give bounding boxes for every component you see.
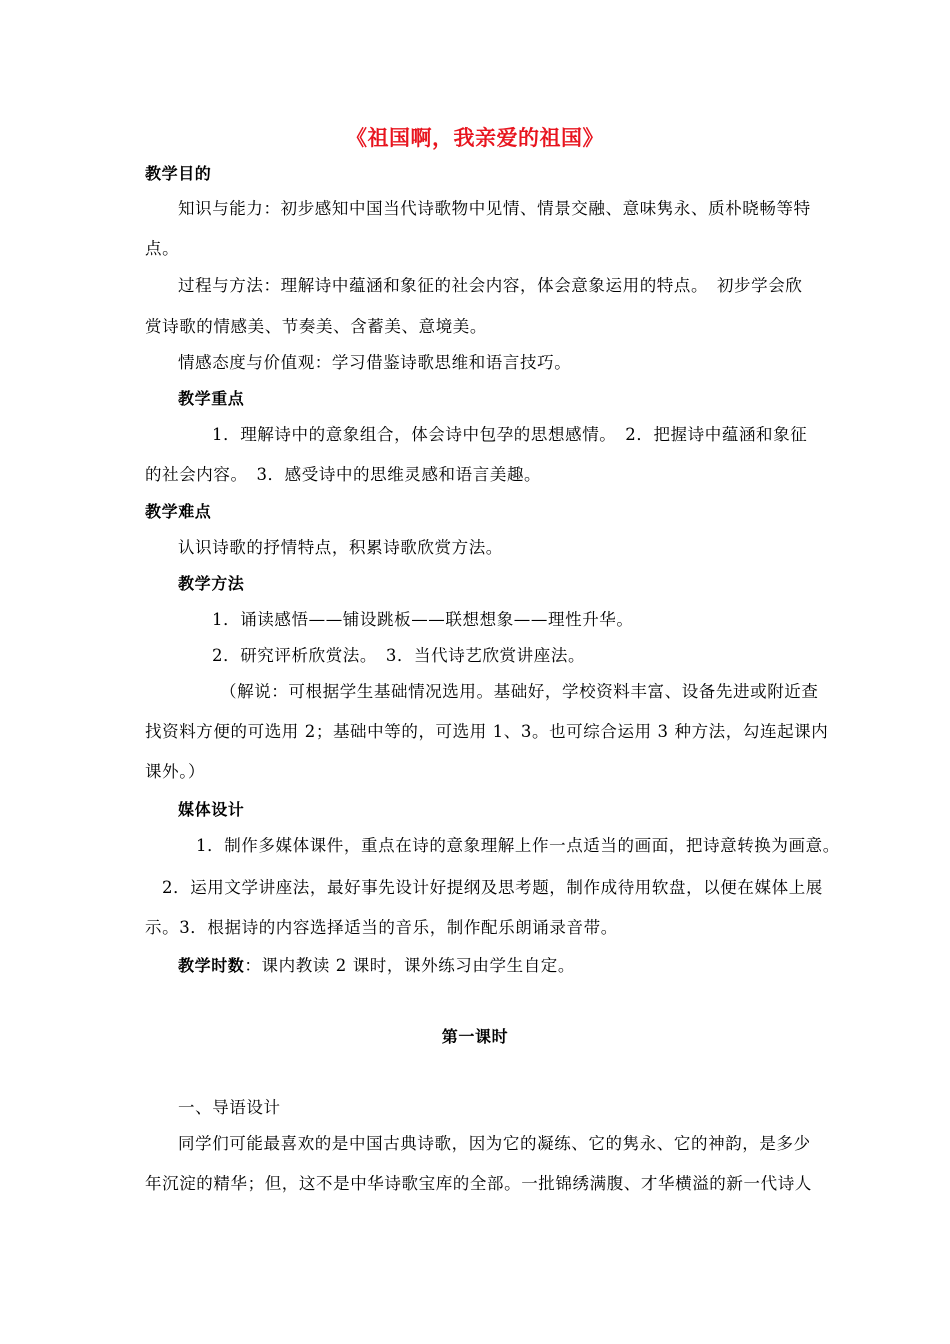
methods-heading: 教学方法 [178, 574, 245, 593]
intro-para-line1: 同学们可能最喜欢的是中国古典诗歌，因为它的凝练、它的隽永、它的神韵，是多少 [178, 1134, 811, 1153]
intro-para-line2: 年沉淀的精华；但，这不是中华诗歌宝库的全部。一批锦绣满腹、才华横溢的新一代诗人 [145, 1174, 812, 1193]
teaching-hours-text: ：课内教读 2 课时，课外练习由学生自定。 [244, 956, 575, 975]
key-points-line1: 1．理解诗中的意象组合，体会诗中包孕的思想感情。 2．把握诗中蕴涵和象征 [212, 425, 808, 444]
goal-process-line2: 赏诗歌的情感美、节奏美、含蓄美、意境美。 [145, 317, 487, 336]
method-note-line1: （解说：可根据学生基础情况选用。基础好，学校资料丰富、设备先进或附近查 [220, 682, 819, 701]
goal-emotion: 情感态度与价值观：学习借鉴诗歌思维和语言技巧。 [178, 353, 572, 372]
teaching-hours [178, 955, 575, 977]
lesson-heading: 第一课时 [441, 1027, 509, 1046]
method-item-2: 2．研究评析欣赏法。 3．当代诗艺欣赏讲座法。 [212, 646, 586, 665]
media-item-3: 示。3．根据诗的内容选择适当的音乐，制作配乐朗诵录音带。 [145, 918, 618, 937]
method-note-line3: 课外。） [145, 762, 206, 781]
media-item-2: 2．运用文学讲座法，最好事先设计好提纲及思考题，制作成待用软盘，以便在媒体上展 [162, 878, 823, 897]
method-item-1: 1．诵读感悟——铺设跳板——联想想象——理性升华。 [212, 610, 634, 629]
intro-heading: 一、导语设计 [178, 1098, 281, 1117]
document-title: 《祖国啊，我亲爱的祖国》 [346, 126, 604, 150]
teaching-hours-label: 教学时数 [178, 956, 245, 975]
goals-heading: 教学目的 [145, 164, 212, 183]
goal-knowledge-line2: 点。 [145, 239, 180, 258]
difficulty-text: 认识诗歌的抒情特点，积累诗歌欣赏方法。 [178, 538, 503, 557]
media-heading: 媒体设计 [178, 800, 245, 819]
key-points-line2: 的社会内容。 3．感受诗中的思维灵感和语言美趣。 [145, 465, 542, 484]
key-points-heading: 教学重点 [178, 389, 245, 408]
goal-process-line1: 过程与方法：理解诗中蕴涵和象征的社会内容，体会意象运用的特点。 初步学会欣 [178, 276, 803, 295]
difficulty-heading: 教学难点 [145, 502, 212, 521]
goal-knowledge-line1: 知识与能力：初步感知中国当代诗歌物中见情、情景交融、意味隽永、质朴晓畅等特 [178, 199, 811, 218]
method-note-line2: 找资料方便的可选用 2；基础中等的，可选用 1、3。也可综合运用 3 种方法，勾连起课内 [145, 722, 829, 741]
media-item-1: 1．制作多媒体课件，重点在诗的意象理解上作一点适当的画面，把诗意转换为画意。 [196, 836, 840, 855]
